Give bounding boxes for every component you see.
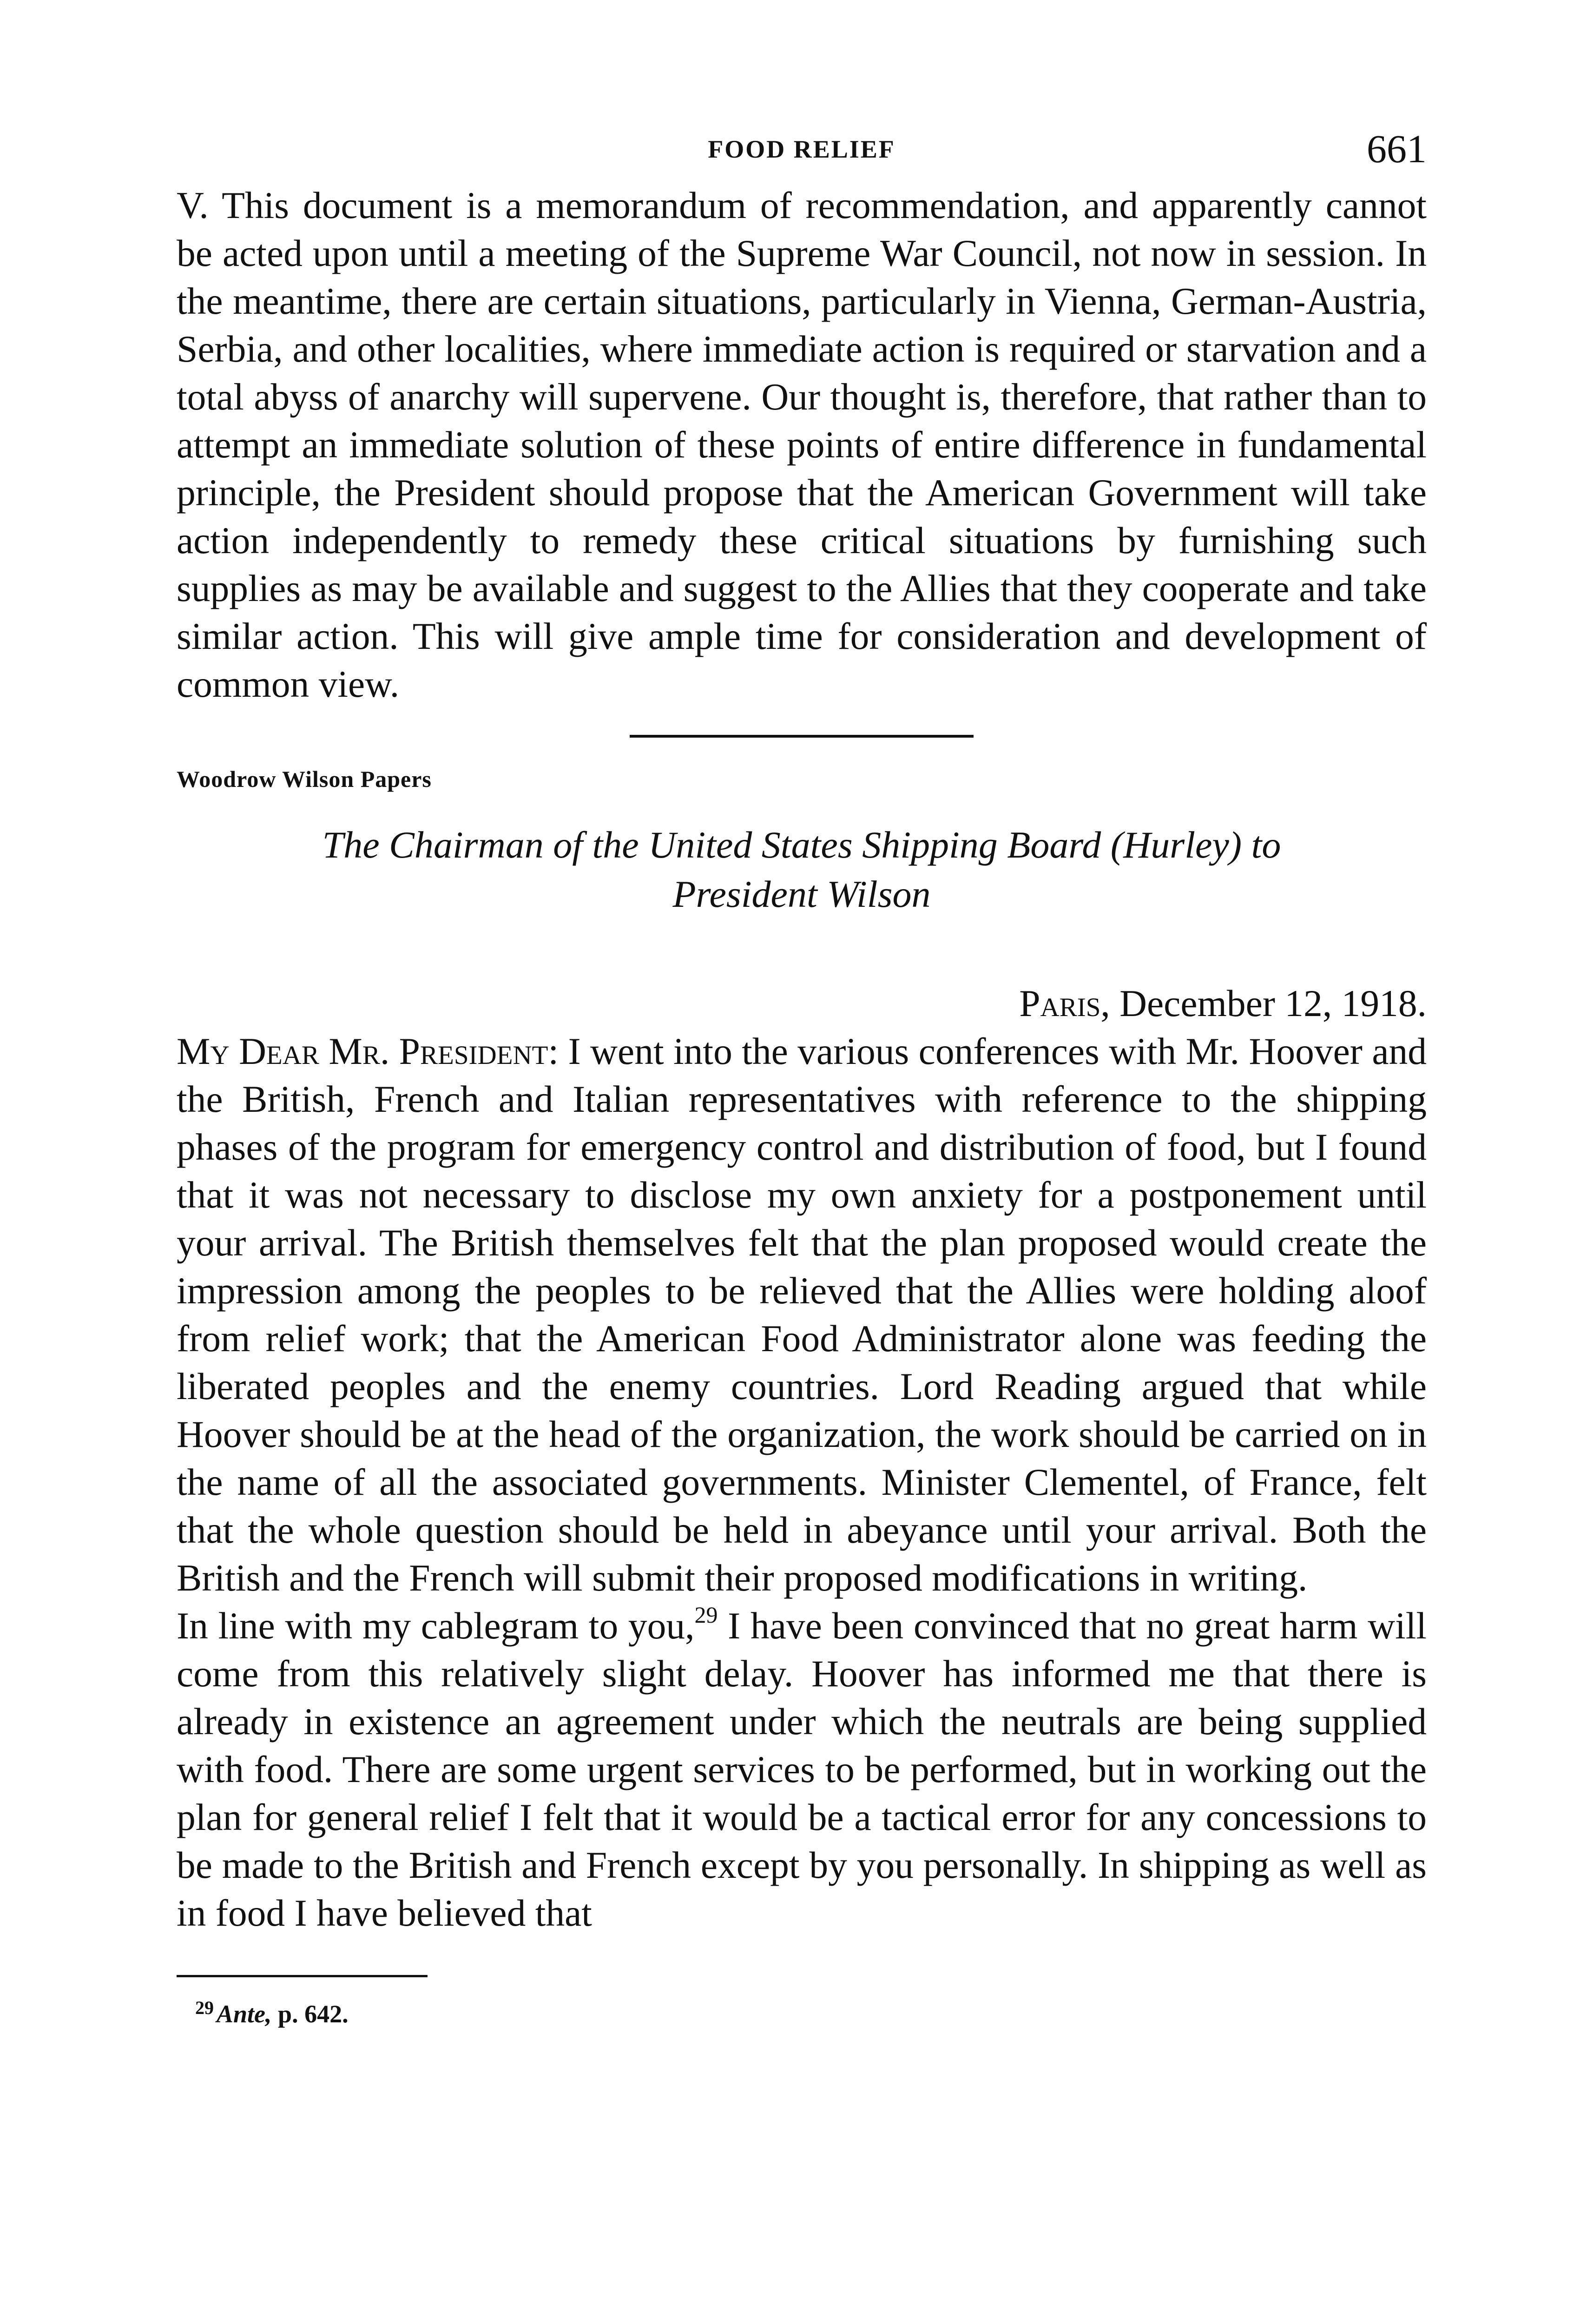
document-page — [177, 125, 1427, 2028]
letter-paragraph-1 — [177, 1027, 1427, 1602]
footnote-divider — [177, 1975, 428, 1977]
source-label: Woodrow Wilson Papers — [177, 766, 432, 792]
document-title — [177, 820, 1427, 919]
footnote-page: p. 642. — [278, 2000, 349, 2028]
document-title-line-2: President Wilson — [672, 873, 931, 915]
footnote-mark: 29 — [195, 1997, 214, 2018]
dateline-place: Paris, — [1019, 982, 1110, 1024]
footnote — [177, 1997, 1427, 2028]
page-number: 661 — [1367, 126, 1427, 171]
dateline — [177, 979, 1427, 1027]
running-head — [177, 125, 1427, 181]
footnote-ante: Ante, — [217, 2000, 272, 2028]
letter-paragraph-2-start: In line with my cablegram to you, — [177, 1604, 695, 1647]
footnote-reference[interactable]: 29 — [694, 1602, 718, 1628]
section-divider — [630, 735, 974, 738]
dateline-date: December 12, 1918. — [1119, 982, 1427, 1024]
salutation: My Dear Mr. President: — [177, 1030, 559, 1072]
letter-paragraph-1-text: I went into the various conferences with Mr. Hoover and the British, French and Italian representatives with reference to the shipping phases of the program for emergency control and distribution of food, but I found that it was not necessary to disclose my own anxiety for a postponement until your arrival. The British themselves felt that the plan proposed would create the impression among the peoples to be relieved that the Allies were holding aloof from relief work; that the American Food Administrator alone was feeding the liberated peoples and the enemy countries. Lord Reading argued that while Hoover should be at the head of the organization, the work should be carried on in the name of all the associated governments. Minister Clementel, of France, felt that the whole question should be held in abeyance until your arrival. Both the British and the French will submit their proposed modifications in writing. — [177, 1030, 1427, 1599]
letter-paragraph-2 — [177, 1602, 1427, 1937]
running-title: FOOD RELIEF — [708, 135, 895, 163]
paragraph-v: V. This document is a memorandum of recommendation, and apparently cannot be acted upon until a meeting of the Supreme War Council, not now in session. In the meantime, there are certain situations, particularly in Vienna, German-Austria, Serbia, and other localities, where immediate action is required or starvation and a total abyss of anarchy will supervene. Our thought is, therefore, that rather than to attempt an immediate solution of these points of entire difference in fundamental principle, the President should propose that the American Government will take action independently to remedy these critical situations by furnishing such supplies as may be available and suggest to the Allies that they cooperate and take similar action. This will give ample time for consideration and development of common view. — [177, 184, 1427, 705]
letter-paragraph-2-text: I have been convinced that no great harm will come from this relatively slight delay. Hoover has informed me that there is already in existence an agreement under which the neutrals are being supplied with food. There are some urgent services to be performed, but in working out the plan for general relief I felt that it would be a tactical error for any concessions to be made to the British and French except by you personally. In shipping as well as in food I have believed that — [177, 1604, 1427, 1934]
document-title-line-1: The Chairman of the United States Shipping Board (Hurley) to — [322, 824, 1281, 866]
